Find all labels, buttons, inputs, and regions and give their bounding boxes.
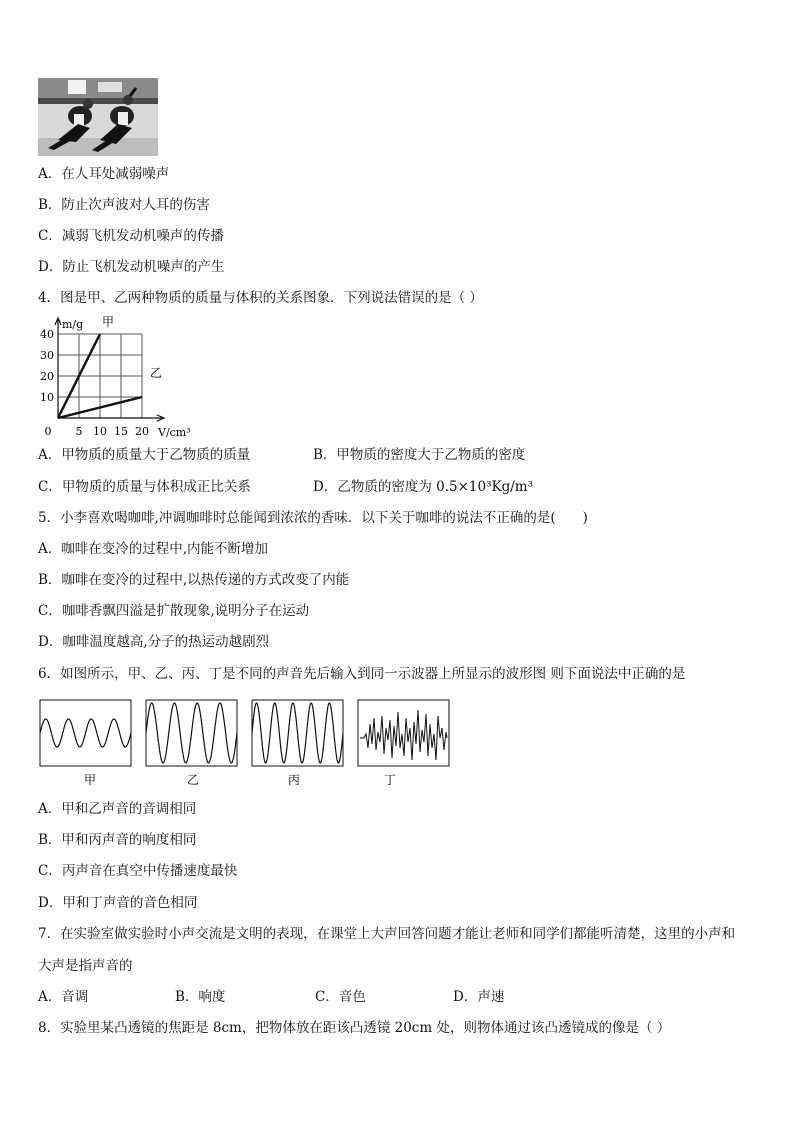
y-tick-label: 40 <box>40 328 54 341</box>
graph-grid <box>58 334 142 418</box>
q7-option-a: A．音调 <box>38 989 89 1005</box>
q7-stem-line2: 大声是指声音的 <box>38 958 133 974</box>
q8-stem: 8．实验里某凸透镜的焦距是 8cm，把物体放在距该凸透镜 20cm 处，则物体通过该凸透镜成的像是（ ） <box>38 1020 671 1036</box>
y-tick-label: 30 <box>40 349 54 362</box>
q3-option-b: B．防止次声波对人耳的伤害 <box>38 197 210 213</box>
q3-option-c: C．减弱飞机发动机噪声的传播 <box>38 228 224 244</box>
q5-option-c: C．咖啡香飘四溢是扩散现象,说明分子在运动 <box>38 603 310 619</box>
x-axis-label: V/cm³ <box>158 426 191 439</box>
q5-option-a: A．咖啡在变冷的过程中,内能不断增加 <box>38 541 269 557</box>
q3-option-d: D．防止飞机发动机噪声的产生 <box>38 259 225 275</box>
y-tick-label: 20 <box>40 370 54 383</box>
q6-option-c: C．丙声音在真空中传播速度最快 <box>38 863 238 879</box>
q7-option-d: D．声速 <box>453 989 505 1005</box>
series-label-1: 乙 <box>150 366 163 380</box>
q5-option-d: D．咖啡温度越高,分子的热运动越剧烈 <box>38 634 270 650</box>
waveform-ding <box>358 700 449 787</box>
q4-option-c: C．甲物质的质量与体积成正比关系 <box>38 479 251 495</box>
y-tick-label: 10 <box>40 391 54 404</box>
q6-option-b: B．甲和丙声音的响度相同 <box>38 832 197 848</box>
q6-option-a: A．甲和乙声音的音调相同 <box>38 801 197 817</box>
x-tick-label: 0 <box>44 425 52 438</box>
q7-option-c: C．音色 <box>315 989 366 1005</box>
graph-axes <box>55 318 191 439</box>
q3-option-a: A．在人耳处减弱噪声 <box>38 166 170 182</box>
q6-stem: 6．如图所示，甲、乙、丙、丁是不同的声音先后输入到同一示波器上所显示的波形图 则下面说法中正确的是 <box>38 666 686 682</box>
q5-stem: 5．小李喜欢喝咖啡,冲调咖啡时总能闻到浓浓的香味．以下关于咖啡的说法不正确的是( ) <box>38 510 588 526</box>
q7-option-b: B．响度 <box>175 989 226 1005</box>
q4-option-d: D．乙物质的密度为 0.5×10³Kg/m³ <box>313 479 533 495</box>
x-tick-label: 10 <box>93 425 107 438</box>
x-tick-label: 20 <box>135 425 149 438</box>
waveform-label-ding: 丁 <box>383 773 397 787</box>
q4-stem: 4．图是甲、乙两种物质的质量与体积的关系图象．下列说法错误的是（ ） <box>38 290 483 306</box>
waveform-yi <box>146 700 237 787</box>
x-tick-label: 5 <box>75 425 83 438</box>
ground-crew-photo <box>38 78 158 156</box>
waveform-bing <box>252 700 343 787</box>
q5-option-b: B．咖啡在变冷的过程中,以热传递的方式改变了内能 <box>38 572 350 588</box>
q4-option-a: A．甲物质的质量大于乙物质的质量 <box>38 447 251 463</box>
x-tick-label: 15 <box>114 425 128 438</box>
q4-option-b: B．甲物质的密度大于乙物质的密度 <box>313 447 526 463</box>
y-axis-label: m/g <box>62 318 84 331</box>
waveform-label-bing: 丙 <box>287 773 301 787</box>
oscilloscope-waveforms <box>38 698 454 790</box>
waveform-label-jia: 甲 <box>83 773 97 787</box>
waveform-label-yi: 乙 <box>186 773 200 787</box>
series-label-0: 甲 <box>102 315 115 329</box>
q6-option-d: D．甲和丁声音的音色相同 <box>38 895 198 911</box>
mass-volume-graph <box>34 312 204 442</box>
q7-stem-line1: 7．在实验室做实验时小声交流是文明的表现，在课堂上大声回答问题才能让老师和同学们都能听清楚，这里的小声和 <box>38 926 736 942</box>
waveform-jia <box>40 700 131 787</box>
